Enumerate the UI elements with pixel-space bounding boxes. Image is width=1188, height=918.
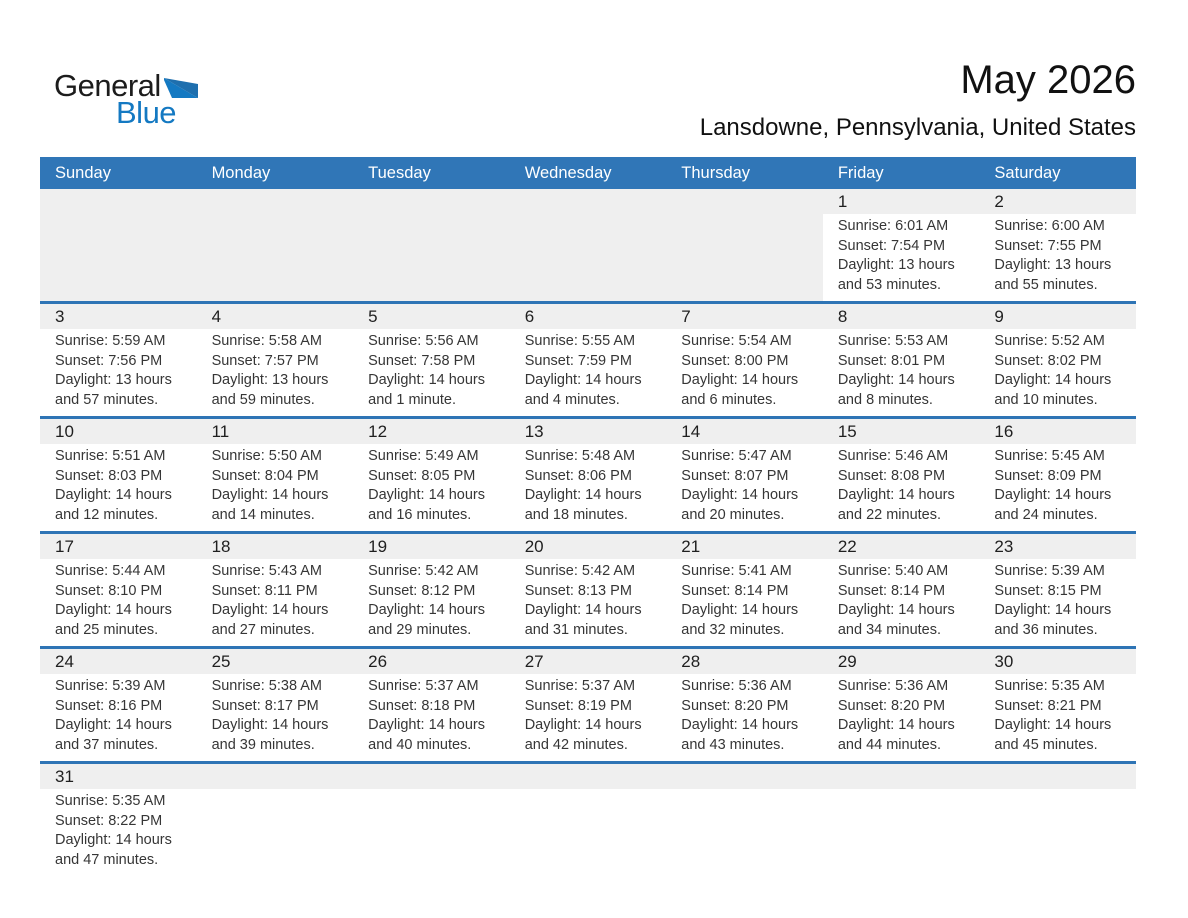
daylight-text-cont: and 43 minutes. (681, 736, 785, 753)
day-cell-19 (353, 534, 510, 646)
day-cell-22 (823, 534, 980, 646)
daylight-text: Daylight: 14 hours (994, 717, 1112, 733)
day-number: 1 (837, 191, 848, 211)
day-number-strip (353, 534, 510, 559)
day-cell-29 (823, 649, 980, 761)
day-number: 21 (681, 536, 701, 556)
daylight-text: Daylight: 14 hours (681, 717, 799, 733)
weekday-label-sunday: Sunday (55, 163, 111, 182)
sunset-text: Sunset: 8:08 PM (837, 467, 946, 484)
logo-text-general: General (54, 68, 161, 103)
daylight-text: Daylight: 14 hours (55, 602, 172, 618)
daylight-text: Daylight: 14 hours (368, 717, 486, 733)
daylight-text-cont: and 36 minutes. (994, 621, 1098, 638)
daylight-text-cont: and 12 minutes. (55, 506, 159, 523)
day-details (510, 444, 667, 531)
empty-cell (510, 189, 667, 301)
sunrise-text: Sunrise: 5:39 AM (994, 563, 1105, 579)
empty-cell (353, 764, 510, 881)
sunrise-text: Sunrise: 5:35 AM (994, 678, 1105, 694)
daylight-text: Daylight: 14 hours (837, 602, 955, 618)
empty-cell (197, 189, 354, 301)
day-details (40, 444, 197, 531)
day-number-strip (979, 649, 1136, 674)
daylight-text-cont: and 25 minutes. (55, 621, 159, 638)
day-cell-8 (823, 304, 980, 416)
sunrise-text: Sunrise: 5:38 AM (211, 678, 322, 694)
sunrise-text: Sunrise: 5:42 AM (368, 563, 479, 579)
day-details (823, 329, 980, 416)
location-subtitle: Lansdowne, Pennsylvania, United States (699, 114, 1136, 141)
sunset-text: Sunset: 8:20 PM (681, 697, 789, 714)
weekday-label-wednesday: Wednesday (524, 163, 612, 182)
daylight-text-cont: and 29 minutes. (368, 621, 472, 638)
sunrise-text: Sunrise: 5:41 AM (681, 563, 792, 579)
sunrise-text: Sunrise: 5:45 AM (994, 448, 1105, 464)
sunset-text: Sunset: 8:05 PM (368, 467, 476, 484)
day-number: 2 (994, 191, 1004, 211)
daylight-text-cont: and 16 minutes. (368, 506, 472, 523)
day-cell-9 (979, 304, 1136, 416)
sunset-text: Sunset: 8:22 PM (55, 812, 163, 829)
daylight-text-cont: and 59 minutes. (211, 391, 315, 408)
day-number: 26 (368, 651, 388, 671)
day-cell-11 (197, 419, 354, 531)
sunset-text: Sunset: 8:20 PM (837, 697, 946, 714)
daylight-text-cont: and 14 minutes. (211, 506, 315, 523)
day-details (510, 559, 667, 646)
sunset-text: Sunset: 8:02 PM (994, 352, 1102, 369)
day-number: 3 (55, 306, 65, 326)
sunrise-text: Sunrise: 5:50 AM (211, 448, 322, 464)
sunset-text: Sunset: 7:56 PM (55, 352, 163, 369)
day-number-strip (823, 189, 980, 214)
day-details (823, 214, 980, 301)
sunrise-text: Sunrise: 5:51 AM (55, 448, 166, 464)
sunrise-text: Sunrise: 5:46 AM (837, 448, 949, 464)
sunset-text: Sunset: 8:14 PM (681, 582, 789, 599)
empty-cell (197, 764, 354, 881)
day-number-strip (197, 304, 354, 329)
sunrise-text: Sunrise: 5:43 AM (211, 563, 322, 579)
general-blue-logo (54, 70, 198, 128)
sunset-text: Sunset: 8:06 PM (524, 467, 632, 484)
day-number: 16 (994, 421, 1014, 441)
day-number-strip (353, 764, 510, 789)
empty-cell (979, 764, 1136, 881)
daylight-text: Daylight: 13 hours (837, 257, 955, 273)
day-number: 20 (524, 536, 544, 556)
day-number: 7 (681, 306, 691, 326)
daylight-text-cont: and 40 minutes. (368, 736, 472, 753)
day-cell-26 (353, 649, 510, 761)
daylight-text: Daylight: 14 hours (994, 602, 1112, 618)
sunset-text: Sunset: 8:17 PM (211, 697, 319, 714)
daylight-text: Daylight: 14 hours (524, 602, 642, 618)
weekday-label-friday: Friday (837, 163, 884, 182)
daylight-text-cont: and 34 minutes. (837, 621, 942, 638)
day-number-strip (197, 419, 354, 444)
day-number-strip (40, 649, 197, 674)
day-cell-31 (40, 764, 197, 881)
daylight-text: Daylight: 14 hours (994, 372, 1112, 388)
week-row-2 (40, 301, 1136, 416)
daylight-text: Daylight: 13 hours (994, 257, 1112, 273)
sunset-text: Sunset: 8:14 PM (837, 582, 946, 599)
day-cell-28 (666, 649, 823, 761)
day-details (823, 559, 980, 646)
daylight-text: Daylight: 14 hours (368, 602, 486, 618)
day-number: 22 (837, 536, 857, 556)
day-cell-18 (197, 534, 354, 646)
day-number: 30 (994, 651, 1014, 671)
calendar-grid (40, 157, 1136, 881)
sunrise-text: Sunrise: 6:00 AM (994, 218, 1105, 234)
week-row-6 (40, 761, 1136, 881)
sunrise-text: Sunrise: 5:37 AM (368, 678, 479, 694)
sunset-text: Sunset: 8:10 PM (55, 582, 163, 599)
day-number-strip (979, 304, 1136, 329)
day-details (666, 329, 823, 416)
day-details (979, 559, 1136, 646)
day-cell-4 (197, 304, 354, 416)
weekday-header-row (40, 157, 1136, 189)
empty-cell (510, 764, 667, 881)
daylight-text-cont: and 37 minutes. (55, 736, 159, 753)
day-number-strip (666, 534, 823, 559)
day-details (197, 329, 354, 416)
daylight-text: Daylight: 14 hours (837, 372, 955, 388)
sunset-text: Sunset: 8:18 PM (368, 697, 476, 714)
day-details (353, 674, 510, 761)
daylight-text-cont: and 45 minutes. (994, 736, 1098, 753)
daylight-text-cont: and 20 minutes. (681, 506, 785, 523)
day-cell-27 (510, 649, 667, 761)
sunrise-text: Sunrise: 5:53 AM (837, 333, 949, 349)
day-number-strip (823, 304, 980, 329)
day-number-strip (40, 419, 197, 444)
sunrise-text: Sunrise: 5:55 AM (524, 333, 636, 349)
week-row-5 (40, 646, 1136, 761)
day-number-strip (666, 649, 823, 674)
day-number: 6 (524, 306, 535, 326)
day-number-strip (353, 304, 510, 329)
day-details (666, 444, 823, 531)
daylight-text-cont: and 1 minute. (368, 391, 457, 408)
sunrise-text: Sunrise: 5:37 AM (524, 678, 636, 694)
daylight-text: Daylight: 14 hours (681, 487, 799, 503)
daylight-text-cont: and 55 minutes. (994, 276, 1098, 293)
sunset-text: Sunset: 8:11 PM (211, 582, 318, 599)
weekday-label-thursday: Thursday (681, 163, 751, 182)
day-number: 10 (55, 421, 74, 441)
day-details (979, 329, 1136, 416)
day-details (979, 214, 1136, 301)
day-number-strip (40, 764, 197, 789)
day-number-strip (510, 764, 667, 789)
day-cell-20 (510, 534, 667, 646)
page-header (40, 0, 1136, 157)
daylight-text: Daylight: 14 hours (55, 717, 172, 733)
sunrise-text: Sunrise: 5:47 AM (681, 448, 792, 464)
sunrise-text: Sunrise: 5:48 AM (524, 448, 636, 464)
daylight-text-cont: and 31 minutes. (524, 621, 628, 638)
day-number: 5 (368, 306, 378, 326)
sunset-text: Sunset: 8:12 PM (368, 582, 476, 599)
day-details (823, 444, 980, 531)
sunset-text: Sunset: 8:21 PM (994, 697, 1102, 714)
day-cell-2 (979, 189, 1136, 301)
day-cell-14 (666, 419, 823, 531)
sunset-text: Sunset: 7:59 PM (524, 352, 632, 369)
sunset-text: Sunset: 7:54 PM (837, 237, 946, 254)
day-cell-17 (40, 534, 197, 646)
daylight-text: Daylight: 13 hours (211, 372, 329, 388)
sunrise-text: Sunrise: 5:52 AM (994, 333, 1105, 349)
sunrise-text: Sunrise: 5:54 AM (681, 333, 792, 349)
day-number: 18 (211, 536, 231, 556)
day-number: 9 (994, 306, 1004, 326)
daylight-text: Daylight: 14 hours (368, 487, 486, 503)
daylight-text: Daylight: 14 hours (524, 717, 642, 733)
day-details (353, 329, 510, 416)
daylight-text-cont: and 18 minutes. (524, 506, 628, 523)
sunset-text: Sunset: 8:19 PM (524, 697, 632, 714)
daylight-text: Daylight: 14 hours (211, 717, 329, 733)
day-cell-3 (40, 304, 197, 416)
empty-cell (353, 189, 510, 301)
daylight-text: Daylight: 14 hours (211, 602, 329, 618)
day-cell-1 (823, 189, 980, 301)
daylight-text: Daylight: 14 hours (524, 372, 642, 388)
day-cell-30 (979, 649, 1136, 761)
day-cell-24 (40, 649, 197, 761)
sunrise-text: Sunrise: 5:40 AM (837, 563, 949, 579)
daylight-text-cont: and 53 minutes. (837, 276, 942, 293)
daylight-text-cont: and 27 minutes. (211, 621, 315, 638)
logo-text-blue: Blue (116, 95, 177, 130)
day-details (197, 674, 354, 761)
day-cell-12 (353, 419, 510, 531)
day-details (197, 559, 354, 646)
daylight-text: Daylight: 14 hours (211, 487, 329, 503)
sunset-text: Sunset: 7:58 PM (368, 352, 476, 369)
sunset-text: Sunset: 8:15 PM (994, 582, 1102, 599)
day-number: 29 (837, 651, 857, 671)
day-number-strip (40, 304, 197, 329)
daylight-text-cont: and 44 minutes. (837, 736, 942, 753)
day-number-strip (979, 534, 1136, 559)
empty-cell (823, 764, 980, 881)
day-cell-7 (666, 304, 823, 416)
day-details (823, 674, 980, 761)
day-details (666, 674, 823, 761)
daylight-text: Daylight: 14 hours (837, 717, 955, 733)
day-number-strip (353, 419, 510, 444)
empty-cell (666, 764, 823, 881)
day-details (510, 674, 667, 761)
daylight-text: Daylight: 14 hours (55, 832, 172, 848)
day-number-strip (510, 419, 667, 444)
day-number: 31 (55, 766, 74, 786)
daylight-text-cont: and 39 minutes. (211, 736, 315, 753)
weekday-label-monday: Monday (211, 163, 271, 182)
day-cell-10 (40, 419, 197, 531)
day-number-strip (666, 304, 823, 329)
empty-cell (40, 189, 197, 301)
sunrise-text: Sunrise: 5:56 AM (368, 333, 479, 349)
day-number-strip (197, 534, 354, 559)
day-number-strip (823, 419, 980, 444)
day-number: 15 (837, 421, 857, 441)
day-cell-25 (197, 649, 354, 761)
sunrise-text: Sunrise: 5:36 AM (837, 678, 949, 694)
daylight-text-cont: and 24 minutes. (994, 506, 1098, 523)
sunrise-text: Sunrise: 5:44 AM (55, 563, 166, 579)
sunrise-text: Sunrise: 5:36 AM (681, 678, 792, 694)
sunrise-text: Sunrise: 5:58 AM (211, 333, 322, 349)
sunset-text: Sunset: 8:03 PM (55, 467, 163, 484)
day-number-strip (197, 764, 354, 789)
month-title: May 2026 (960, 58, 1136, 102)
day-number: 14 (681, 421, 701, 441)
day-number: 28 (681, 651, 701, 671)
sunrise-text: Sunrise: 5:49 AM (368, 448, 479, 464)
daylight-text-cont: and 47 minutes. (55, 851, 159, 868)
daylight-text-cont: and 57 minutes. (55, 391, 159, 408)
weekday-label-tuesday: Tuesday (368, 163, 431, 182)
daylight-text-cont: and 10 minutes. (994, 391, 1098, 408)
day-cell-5 (353, 304, 510, 416)
day-number: 27 (524, 651, 544, 671)
day-number-strip (823, 649, 980, 674)
sunset-text: Sunset: 8:13 PM (524, 582, 632, 599)
day-number-strip (823, 764, 980, 789)
sunrise-text: Sunrise: 5:59 AM (55, 333, 166, 349)
daylight-text: Daylight: 14 hours (55, 487, 172, 503)
sunset-text: Sunset: 8:09 PM (994, 467, 1102, 484)
day-number-strip (666, 419, 823, 444)
daylight-text: Daylight: 14 hours (994, 487, 1112, 503)
day-number: 19 (368, 536, 388, 556)
daylight-text-cont: and 22 minutes. (837, 506, 942, 523)
day-cell-23 (979, 534, 1136, 646)
day-details (979, 674, 1136, 761)
daylight-text: Daylight: 14 hours (681, 602, 799, 618)
day-details (979, 444, 1136, 531)
day-details (353, 559, 510, 646)
sunrise-text: Sunrise: 5:42 AM (524, 563, 636, 579)
day-number: 11 (211, 421, 230, 441)
day-number-strip (666, 764, 823, 789)
daylight-text-cont: and 32 minutes. (681, 621, 785, 638)
day-cell-15 (823, 419, 980, 531)
day-number: 17 (55, 536, 74, 556)
week-row-4 (40, 531, 1136, 646)
day-number: 24 (55, 651, 74, 671)
day-details (197, 444, 354, 531)
day-details (40, 789, 197, 876)
day-details (353, 444, 510, 531)
daylight-text-cont: and 42 minutes. (524, 736, 628, 753)
day-number: 25 (211, 651, 231, 671)
day-number-strip (510, 304, 667, 329)
day-number-strip (197, 649, 354, 674)
day-number-strip (979, 189, 1136, 214)
daylight-text: Daylight: 14 hours (837, 487, 955, 503)
sunset-text: Sunset: 8:16 PM (55, 697, 163, 714)
day-number: 8 (837, 306, 848, 326)
daylight-text: Daylight: 14 hours (368, 372, 486, 388)
day-details (510, 329, 667, 416)
sunset-text: Sunset: 8:00 PM (681, 352, 789, 369)
sunrise-text: Sunrise: 6:01 AM (837, 218, 949, 234)
day-number-strip (353, 649, 510, 674)
daylight-text-cont: and 6 minutes. (681, 391, 777, 408)
day-number-strip (979, 419, 1136, 444)
day-cell-13 (510, 419, 667, 531)
sunset-text: Sunset: 7:57 PM (211, 352, 319, 369)
day-cell-21 (666, 534, 823, 646)
daylight-text: Daylight: 14 hours (681, 372, 799, 388)
day-number: 13 (524, 421, 544, 441)
daylight-text-cont: and 8 minutes. (837, 391, 933, 408)
day-cell-6 (510, 304, 667, 416)
day-details (40, 559, 197, 646)
sunset-text: Sunset: 7:55 PM (994, 237, 1102, 254)
empty-cell (666, 189, 823, 301)
week-row-3 (40, 416, 1136, 531)
day-number-strip (979, 764, 1136, 789)
daylight-text: Daylight: 13 hours (55, 372, 172, 388)
week-row-1 (40, 189, 1136, 301)
day-number: 4 (211, 306, 222, 326)
day-number: 12 (368, 421, 388, 441)
day-details (40, 674, 197, 761)
day-number-strip (40, 534, 197, 559)
day-number: 23 (994, 536, 1014, 556)
day-number-strip (510, 534, 667, 559)
day-details (40, 329, 197, 416)
daylight-text: Daylight: 14 hours (524, 487, 642, 503)
sunset-text: Sunset: 8:07 PM (681, 467, 789, 484)
sunrise-text: Sunrise: 5:35 AM (55, 793, 166, 809)
day-number-strip (823, 534, 980, 559)
sunset-text: Sunset: 8:01 PM (837, 352, 946, 369)
weekday-label-saturday: Saturday (994, 163, 1061, 182)
day-cell-16 (979, 419, 1136, 531)
daylight-text-cont: and 4 minutes. (524, 391, 620, 408)
day-number-strip (510, 649, 667, 674)
sunrise-text: Sunrise: 5:39 AM (55, 678, 166, 694)
sunset-text: Sunset: 8:04 PM (211, 467, 319, 484)
day-details (666, 559, 823, 646)
